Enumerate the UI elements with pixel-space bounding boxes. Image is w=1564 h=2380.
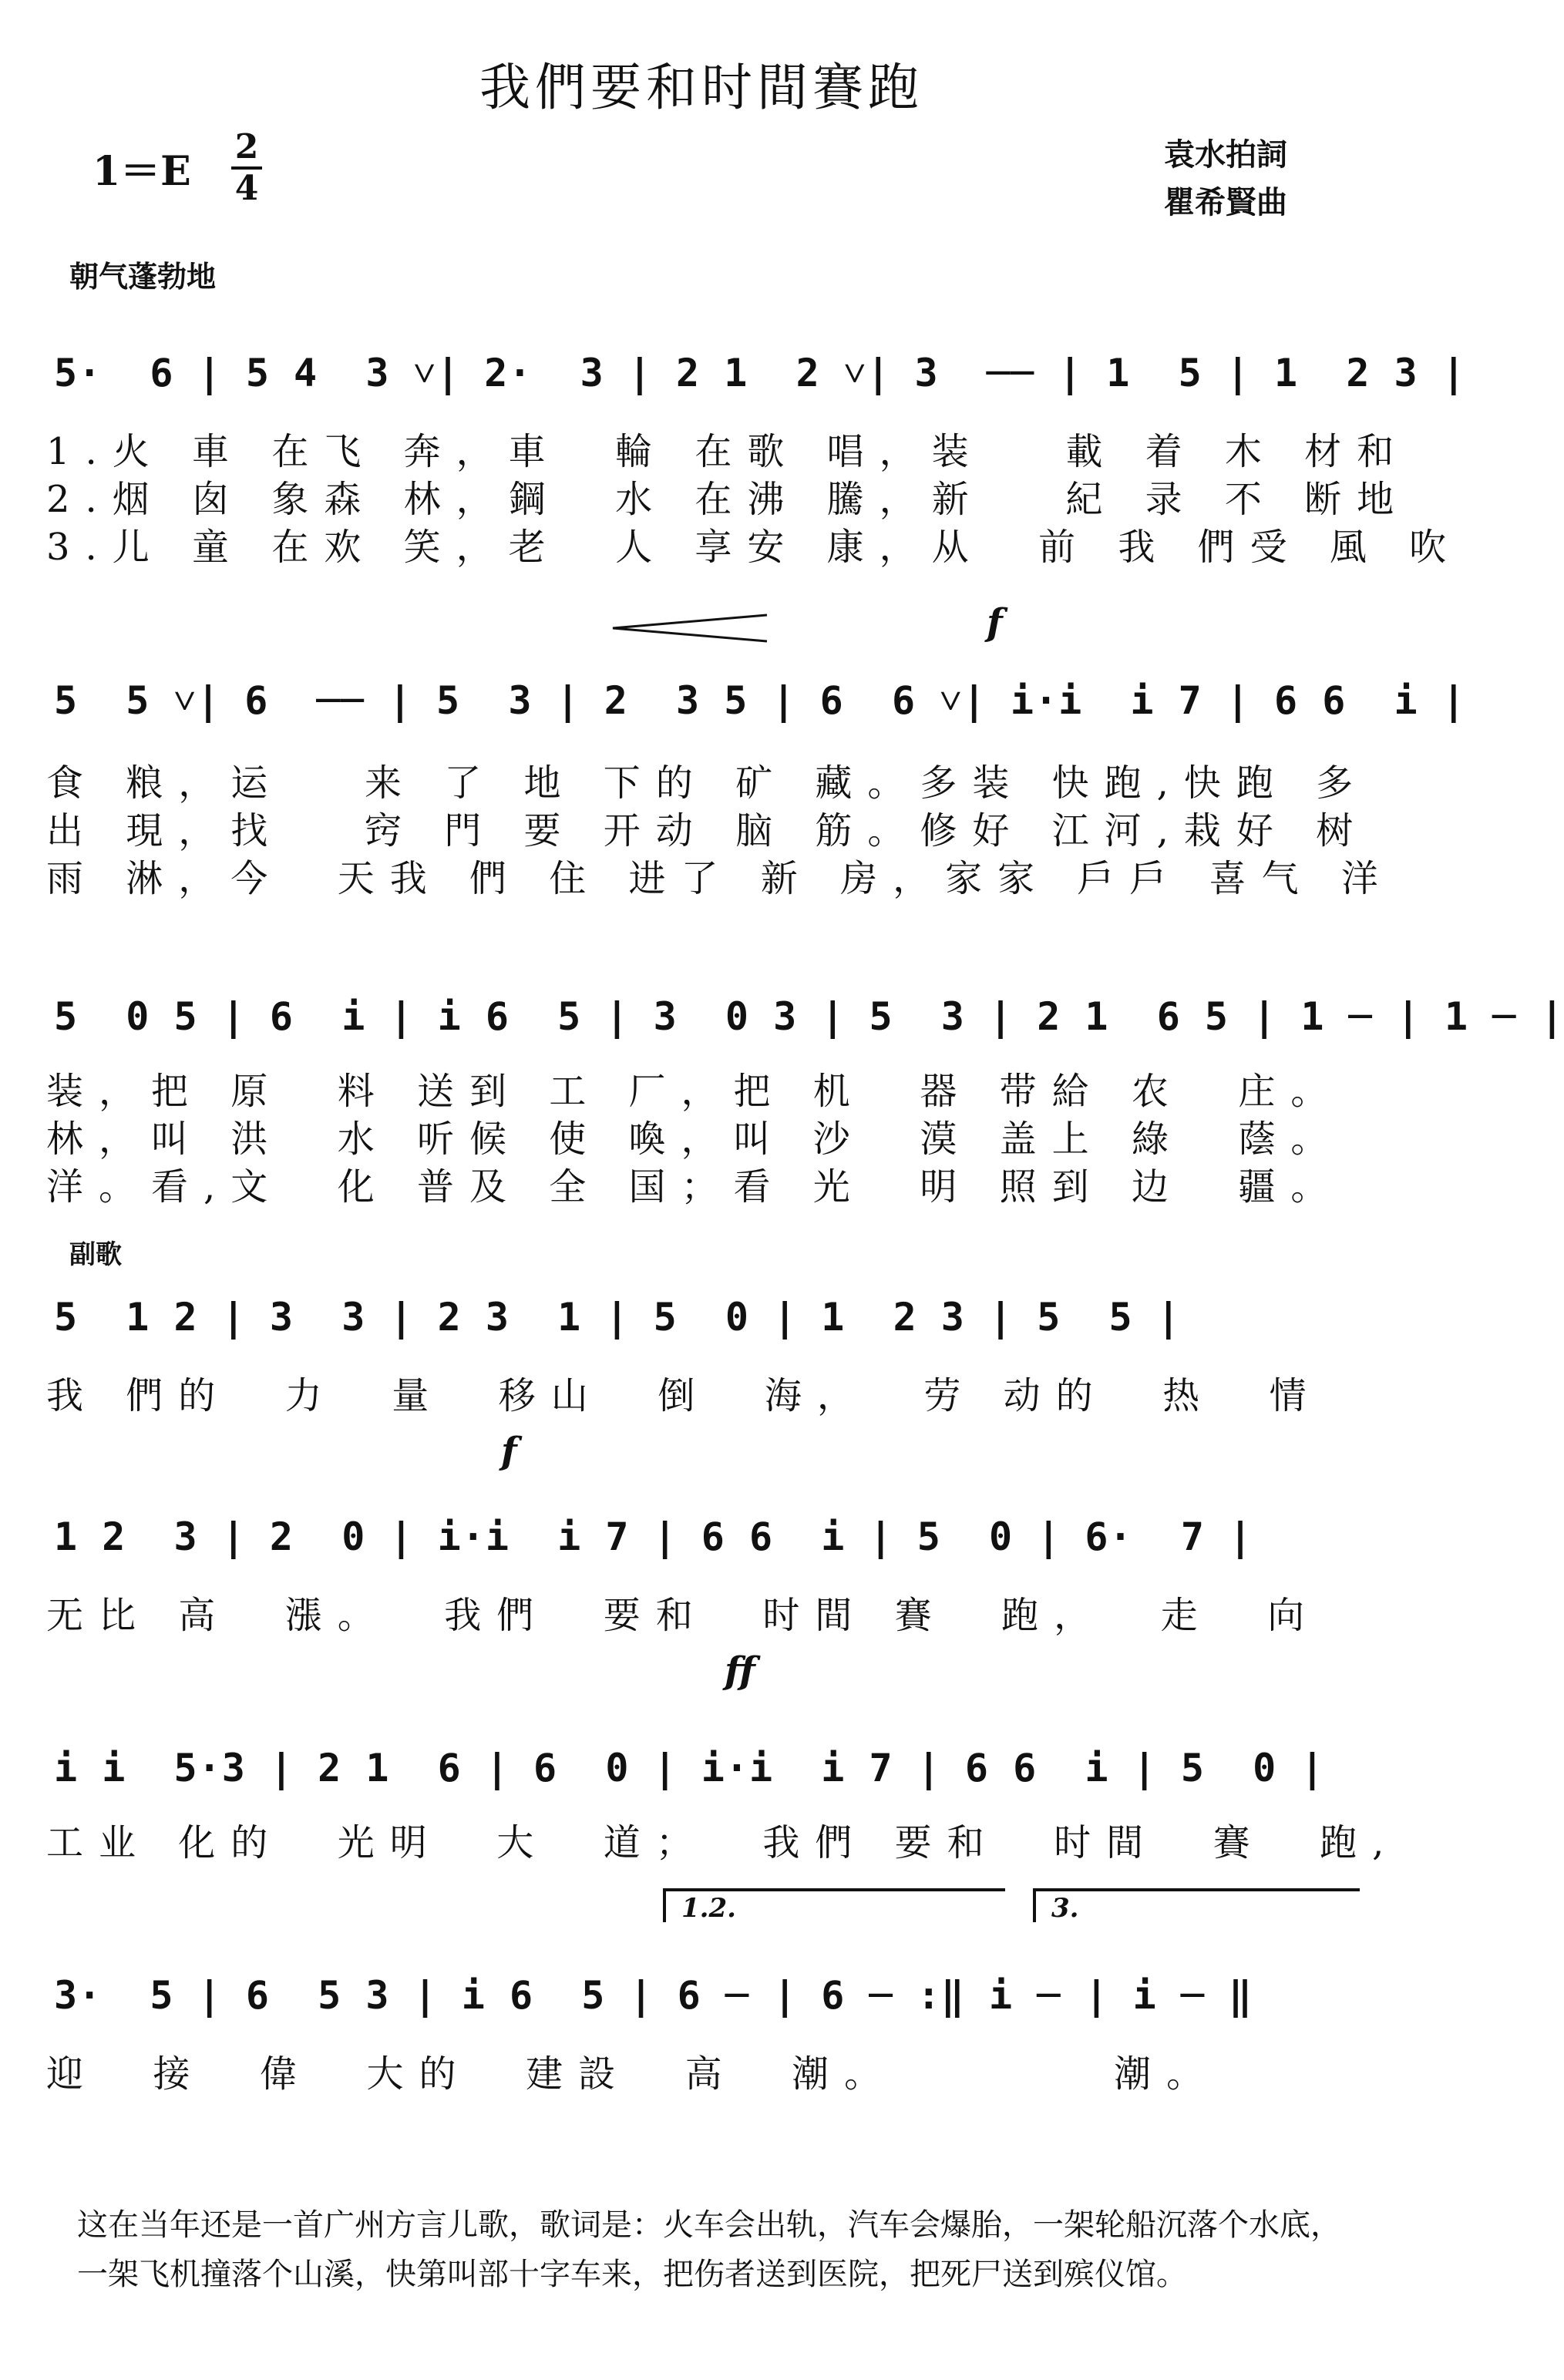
time-sig-top: 2 (234, 127, 259, 166)
notation-line-7: 3· 5 | 6 5 3 | i 6 5 | 6 ─ | 6 ─ :‖ i ─ | i ─ ‖ (54, 1973, 1253, 2018)
volta-label-1: 1.2. (681, 1893, 736, 1924)
lyrics-1-verse-3: 3.儿 童 在欢 笑，老 人 享安 康，从 前 我 們受 風 吹 (46, 526, 1462, 569)
notation-line-2: 5 5 ˅| 6 ── | 5 3 | 2 3 5 | 6 6 ˅| i·i i 7 | 6 6 i | (54, 678, 1466, 723)
notation-line-1: 5· 6 | 5 4 3 ˅| 2· 3 | 2 1 2 ˅| 3 ── | 1 5 | 1 2 3 | (54, 351, 1466, 395)
lyrics-1-verse-1: 1.火 車 在飞 奔，車 輪 在歌 唱，装 載 着 木 材和 (46, 430, 1410, 473)
lyrics-5: 无比 高 漲。 我們 要和 时間 賽 跑， 走 向 (46, 1594, 1320, 1637)
lyrics-2-verse-2: 出 現，找 窍 門 要 开动 脑 筋。修好 江河,栽好 树 (46, 809, 1369, 852)
dynamic-f-2: f (501, 1430, 517, 1473)
lyrics-7: 迎 接 偉 大的 建設 高 潮。 潮。 (46, 2052, 1219, 2096)
volta-label-2: 3. (1051, 1893, 1079, 1924)
notation-line-6: i i 5·3 | 2 1 6 | 6 0 | i·i i 7 | 6 6 i | 5 0 | (54, 1746, 1325, 1790)
composer: 瞿希賢曲 (1164, 184, 1287, 220)
lyrics-3-verse-2: 林，叫 洪 水 听候 使 喚，叫 沙 漠 盖上 綠 蔭。 (46, 1118, 1344, 1161)
dynamic-f-1: f (987, 601, 1003, 644)
footnote-text: 这在当年还是一首广州方言儿歌，歌词是：火车会出轨，汽车会爆胎，一架轮船沉落个水底，一架飞机撞落个山溪，快第叫部十字车来，把伤者送到医院，把死尸送到殡仪馆。 (77, 2207, 1341, 2292)
dynamic-ff: ff (725, 1649, 755, 1693)
lyrics-3-verse-1: 装，把 原 料 送到 工 厂，把 机 器 带給 农 庄。 (46, 1070, 1344, 1113)
lyrics-6: 工业 化的 光明 大 道； 我們 要和 时間 賽 跑, (46, 1821, 1400, 1864)
notation-line-5: 1 2 3 | 2 0 | i·i i 7 | 6 6 i | 5 0 | 6· 7 | (54, 1514, 1253, 1559)
lyrics-3-verse-3: 洋。看,文 化 普及 全 国；看 光 明 照到 边 疆。 (46, 1165, 1344, 1208)
notation-line-3: 5 0 5 | 6 i | i 6 5 | 3 0 3 | 5 3 | 2 1 6 5 | 1 ─ | 1 ─ | (54, 994, 1564, 1039)
lyrics-1-verse-2: 2.烟 囱 象森 林，鋼 水 在沸 騰，新 紀 录 不 断地 (46, 478, 1410, 521)
crescendo-mark (609, 609, 771, 647)
lyrics-4: 我 們的 力 量 移山 倒 海， 劳 动的 热 情 (46, 1374, 1322, 1417)
time-signature (231, 129, 262, 207)
key-signature: 1＝E (92, 148, 191, 195)
volta-bracket-1 (663, 1888, 1005, 1922)
lyrics-2-verse-1: 食 粮，运 来 了 地 下的 矿 藏。多装 快跑,快跑 多 (46, 761, 1369, 805)
song-title: 我們要和时間賽跑 (479, 58, 923, 117)
notation-line-4: 5 1 2 | 3 3 | 2 3 1 | 5 0 | 1 2 3 | 5 5 | (54, 1295, 1181, 1340)
lyricist: 袁水拍詞 (1164, 136, 1287, 173)
volta-bracket-2 (1033, 1888, 1360, 1922)
credits (1164, 131, 1287, 227)
refrain-label: 副歌 (69, 1239, 122, 1270)
tempo-marking: 朝气蓬勃地 (69, 259, 217, 294)
lyrics-2-verse-3: 雨 淋，今 天我 們 住 进了 新 房，家家 戶戶 喜气 洋 (46, 857, 1394, 900)
time-sig-bottom: 4 (234, 169, 259, 208)
